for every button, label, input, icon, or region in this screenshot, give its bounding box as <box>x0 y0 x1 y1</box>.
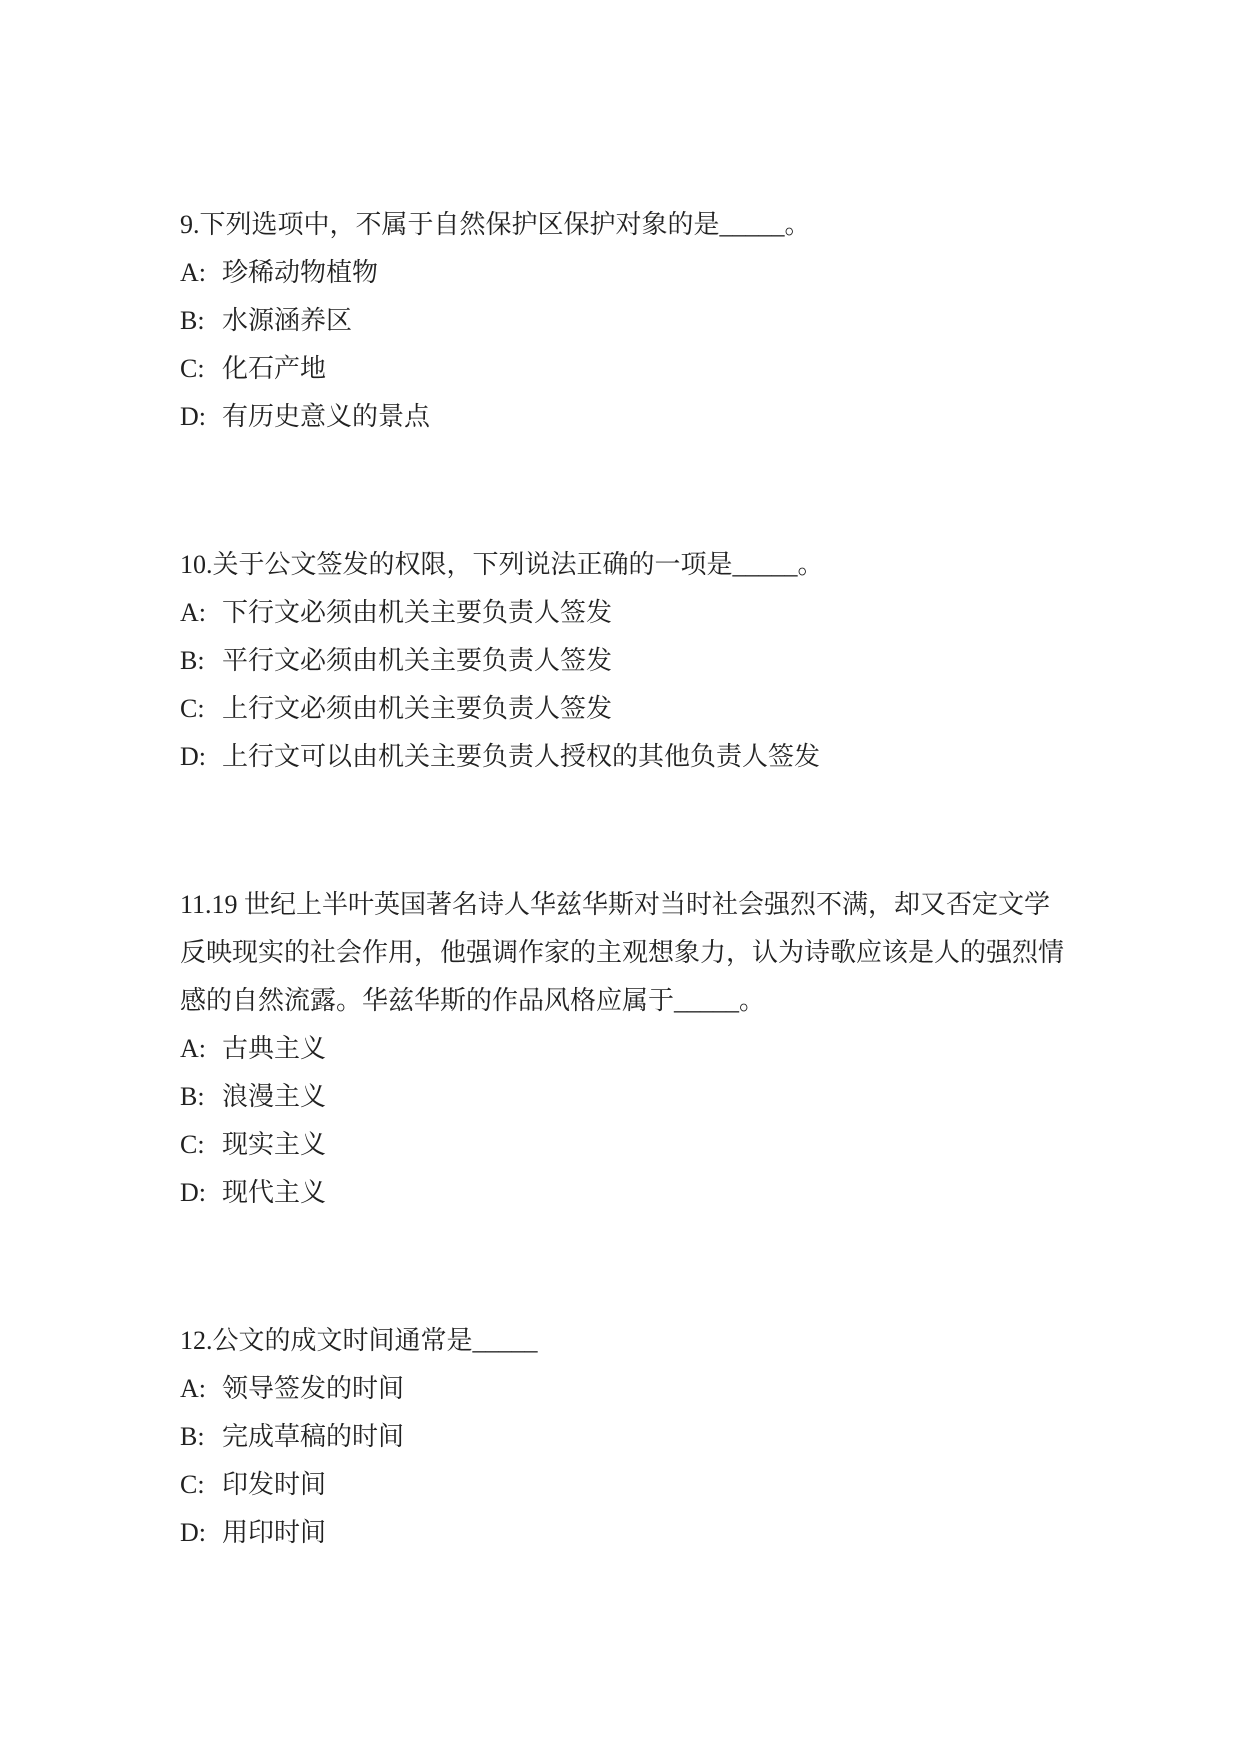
option-text: 上行文可以由机关主要负责人授权的其他负责人签发 <box>222 742 821 771</box>
option-row <box>180 637 1070 685</box>
question-title: 12.公文的成文时间通常是_____ <box>180 1326 538 1355</box>
option-row <box>180 1073 1070 1121</box>
question-title: 10.关于公文签发的权限，下列说法正确的一项是_____。 <box>180 550 824 579</box>
question-block-11 <box>180 881 1070 1217</box>
option-row <box>180 1365 1070 1413</box>
option-row <box>180 297 1070 345</box>
question-title: 9.下列选项中，不属于自然保护区保护对象的是_____。 <box>180 210 811 239</box>
option-text: 古典主义 <box>222 1034 327 1063</box>
option-text: 现代主义 <box>222 1178 327 1207</box>
option-text: 领导签发的时间 <box>222 1374 405 1403</box>
option-text: 用印时间 <box>222 1518 327 1547</box>
option-letter: A: <box>180 598 206 627</box>
option-letter: D: <box>180 402 206 431</box>
option-row <box>180 1461 1070 1509</box>
question-title-line: 反映现实的社会作用，他强调作家的主观想象力，认为诗歌应该是人的强烈情 <box>180 938 1065 967</box>
option-text: 现实主义 <box>222 1130 327 1159</box>
option-text: 印发时间 <box>222 1470 327 1499</box>
option-text: 水源涵养区 <box>222 306 353 335</box>
option-row <box>180 1509 1070 1557</box>
option-row <box>180 345 1070 393</box>
option-letter: D: <box>180 1518 206 1547</box>
option-row <box>180 1169 1070 1217</box>
question-title-line: 11.19 世纪上半叶英国著名诗人华兹华斯对当时社会强烈不满，却又否定文学 <box>180 890 1051 919</box>
option-row <box>180 393 1070 441</box>
option-letter: D: <box>180 742 206 771</box>
option-letter: B: <box>180 306 205 335</box>
option-row <box>180 1121 1070 1169</box>
option-text: 珍稀动物植物 <box>222 258 379 287</box>
option-letter: A: <box>180 1034 206 1063</box>
option-row <box>180 589 1070 637</box>
option-letter: A: <box>180 1374 206 1403</box>
option-row <box>180 249 1070 297</box>
option-letter: A: <box>180 258 206 287</box>
option-text: 完成草稿的时间 <box>222 1422 405 1451</box>
option-letter: B: <box>180 1422 205 1451</box>
option-letter: B: <box>180 646 205 675</box>
option-text: 浪漫主义 <box>222 1082 327 1111</box>
option-row <box>180 1413 1070 1461</box>
option-text: 下行文必须由机关主要负责人签发 <box>222 598 613 627</box>
option-letter: C: <box>180 694 205 723</box>
option-text: 化石产地 <box>222 354 327 383</box>
option-row <box>180 733 1070 781</box>
option-row <box>180 1025 1070 1073</box>
option-row <box>180 685 1070 733</box>
question-block-10 <box>180 541 1070 781</box>
option-text: 有历史意义的景点 <box>222 402 431 431</box>
option-letter: B: <box>180 1082 205 1111</box>
option-letter: D: <box>180 1178 206 1207</box>
option-letter: C: <box>180 1470 205 1499</box>
option-letter: C: <box>180 354 205 383</box>
question-block-12 <box>180 1317 1070 1557</box>
question-block-9 <box>180 201 1070 441</box>
option-text: 平行文必须由机关主要负责人签发 <box>222 646 613 675</box>
question-title-line: 感的自然流露。华兹华斯的作品风格应属于_____。 <box>180 986 766 1015</box>
option-letter: C: <box>180 1130 205 1159</box>
option-text: 上行文必须由机关主要负责人签发 <box>222 694 613 723</box>
